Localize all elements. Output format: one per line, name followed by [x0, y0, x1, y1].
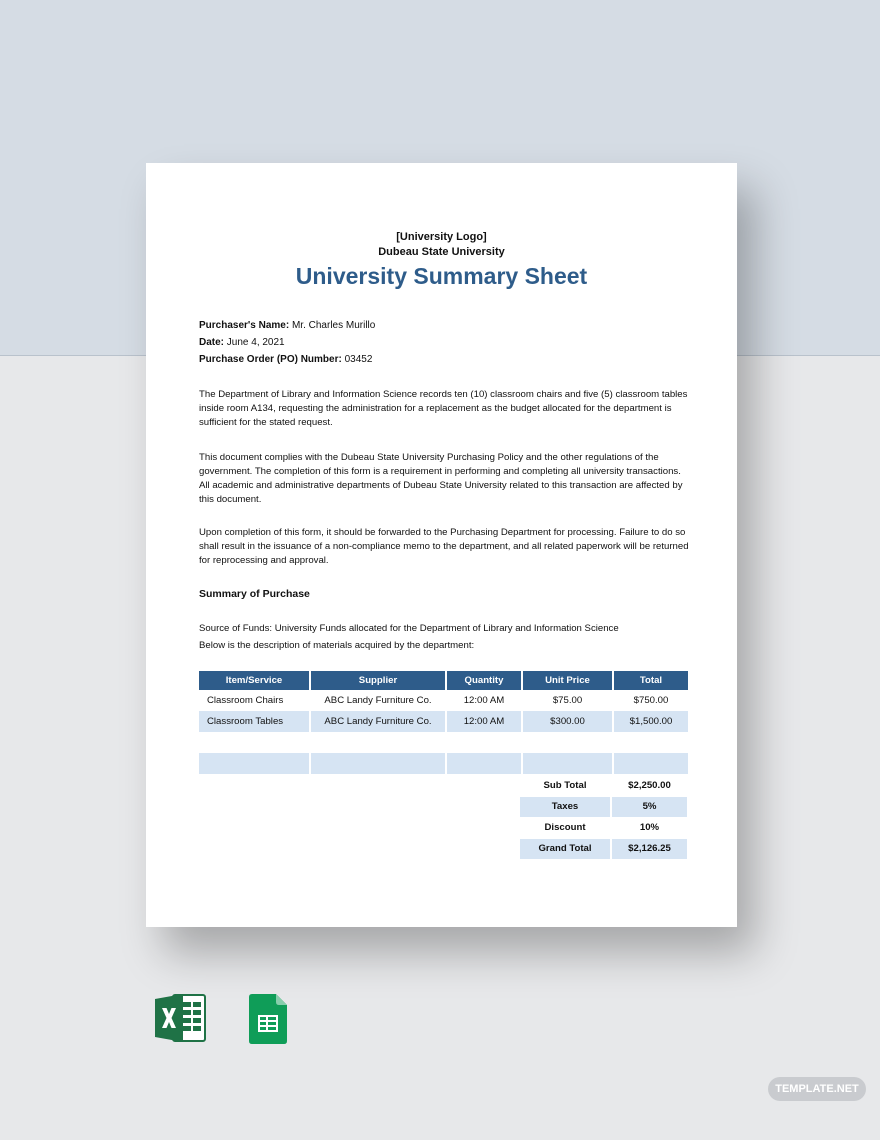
cell-total: $1,500.00 — [614, 711, 688, 732]
subtotal-value: $2,250.00 — [628, 780, 671, 791]
grand-total-value: $2,126.25 — [612, 839, 687, 859]
date-label: Date: — [199, 337, 225, 348]
table-header-row — [199, 671, 688, 690]
purchaser-label: Purchaser's Name: — [199, 320, 290, 331]
header-quantity: Quantity — [447, 671, 521, 690]
paragraph-3: Upon completion of this form, it should be forwarded to the Purchasing Department for processing. Failure to do so shall result in the issuance of a non-compliance memo to the department, and all related paperwork will be returned for reprocessing and approval. — [199, 527, 689, 566]
discount-label: Discount — [544, 822, 586, 833]
header-unit-price: Unit Price — [523, 671, 612, 690]
table-row — [199, 690, 688, 711]
paragraph-1: The Department of Library and Information Science records ten (10) classroom chairs and five (5) classroom tables inside room A134, requesting the administration for a replacement as the budget allocated for the department is sufficient for the stated request. — [199, 389, 688, 428]
university-name: Dubeau State University — [378, 246, 505, 258]
section-title: Summary of Purchase — [199, 588, 310, 600]
cell-quantity: 12:00 AM — [447, 711, 521, 732]
header-item: Item/Service — [199, 671, 309, 690]
cell-supplier: ABC Landy Furniture Co. — [311, 711, 445, 732]
cell-item: Classroom Chairs — [207, 695, 284, 706]
po-value: 03452 — [341, 354, 373, 365]
po-label: Purchase Order (PO) Number: — [199, 354, 342, 365]
table-row-empty — [199, 732, 688, 753]
logo-placeholder: [University Logo] — [396, 231, 487, 243]
cell-item: Classroom Tables — [199, 711, 309, 732]
date-value: June 4, 2021 — [224, 337, 285, 348]
google-sheets-icon[interactable] — [249, 994, 287, 1044]
discount-value: 10% — [639, 822, 660, 833]
header-supplier: Supplier — [311, 671, 445, 690]
date-line — [199, 337, 285, 348]
cell-unit-price: $300.00 — [523, 711, 612, 732]
grand-total-label: Grand Total — [520, 839, 610, 859]
description-line: Below is the description of materials acquired by the department: — [199, 640, 475, 651]
cell-quantity: 12:00 AM — [463, 695, 505, 706]
purchaser-value: Mr. Charles Murillo — [289, 320, 376, 331]
document-page — [146, 163, 737, 927]
cell-total: $750.00 — [633, 695, 669, 706]
header-total: Total — [614, 671, 688, 690]
subtotal-label: Sub Total — [543, 780, 587, 791]
template-net-watermark: TEMPLATE.NET — [768, 1077, 866, 1101]
excel-icon[interactable] — [155, 992, 207, 1044]
paragraph-2: This document complies with the Dubeau State University Purchasing Policy and the other regulations of the government. The completion of this form is a requirement in performing and completing all university transactions. All academic and administrative departments of Dubeau State University related to this transaction are affected by this document. — [199, 452, 683, 505]
source-of-funds: Source of Funds: University Funds allocated for the Department of Library and Information Science — [199, 623, 619, 634]
purchase-table — [197, 671, 690, 774]
purchaser-line — [199, 320, 375, 331]
taxes-value: 5% — [612, 797, 687, 817]
table-row-empty — [199, 753, 688, 774]
po-line — [199, 354, 372, 365]
table-row — [199, 711, 688, 732]
page-title: University Summary Sheet — [295, 263, 588, 289]
cell-unit-price: $75.00 — [552, 695, 583, 706]
cell-supplier: ABC Landy Furniture Co. — [324, 695, 432, 706]
taxes-label: Taxes — [520, 797, 610, 817]
